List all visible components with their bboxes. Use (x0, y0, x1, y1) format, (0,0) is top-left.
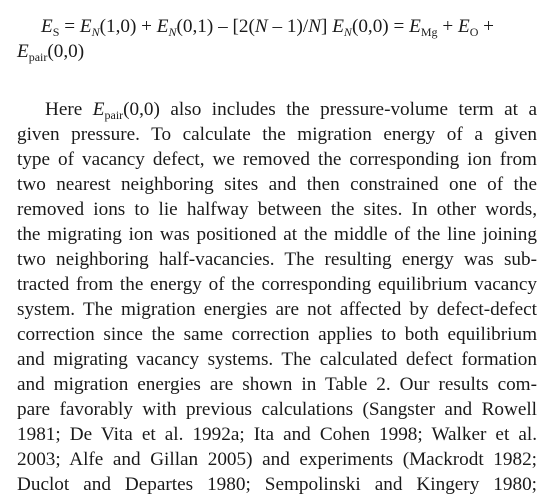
paragraph-line: the migrating ion was positioned at the middle of the line joining (17, 224, 537, 245)
equation-line-2: $E_{pair}(0,0)$ (17, 41, 85, 64)
paragraph-line: tracted from the energy of the corresponding equilibrium vacancy (17, 274, 537, 295)
paragraph-line: type of vacancy defect, we removed the corresponding ion from (17, 149, 537, 170)
body-paragraph (17, 97, 537, 497)
paragraph-line: Duclot and Departes 1980; Sempolinski and Kingery 1980; (17, 474, 537, 495)
paragraph-line: 2003; Alfe and Gillan 2005) and experiments (Mackrodt 1982; (17, 449, 537, 470)
equation-line-1: $E_S = E_N(1,0) + E_N(0,1) - [2(N - 1)/N] E_N(0,0) = E_{Mg} + E_O$ + (41, 16, 494, 39)
paragraph-line: removed ions to lie halfway between the sites. In other words, (17, 199, 537, 220)
paragraph-line: two nearest neighboring sites and then constrained one of the (17, 174, 537, 195)
paragraph-line: pare favorably with previous calculations (Sangster and Rowell (17, 399, 537, 420)
equation-block (17, 14, 537, 64)
paragraph-line: 1981; De Vita et al. 1992a; Ita and Cohen 1998; Walker et al. (17, 424, 537, 445)
paragraph-line: given pressure. To calculate the migration energy of a given (17, 124, 537, 145)
paragraph-line: two neighboring half-vacancies. The resulting energy was sub- (17, 249, 537, 270)
paragraph-line: correction since the same correction applies to both equilibrium (17, 324, 537, 345)
paragraph-line: system. The migration energies are not affected by defect-defect (17, 299, 537, 320)
paragraph-line: and migrating vacancy systems. The calculated defect formation (17, 349, 537, 370)
document-page (17, 14, 537, 497)
paragraph-line: and migration energies are shown in Table 2. Our results com- (17, 374, 537, 395)
paragraph-line: Here $E_{pair}(0,0)$ also includes the pressure-volume term at a (45, 99, 537, 122)
